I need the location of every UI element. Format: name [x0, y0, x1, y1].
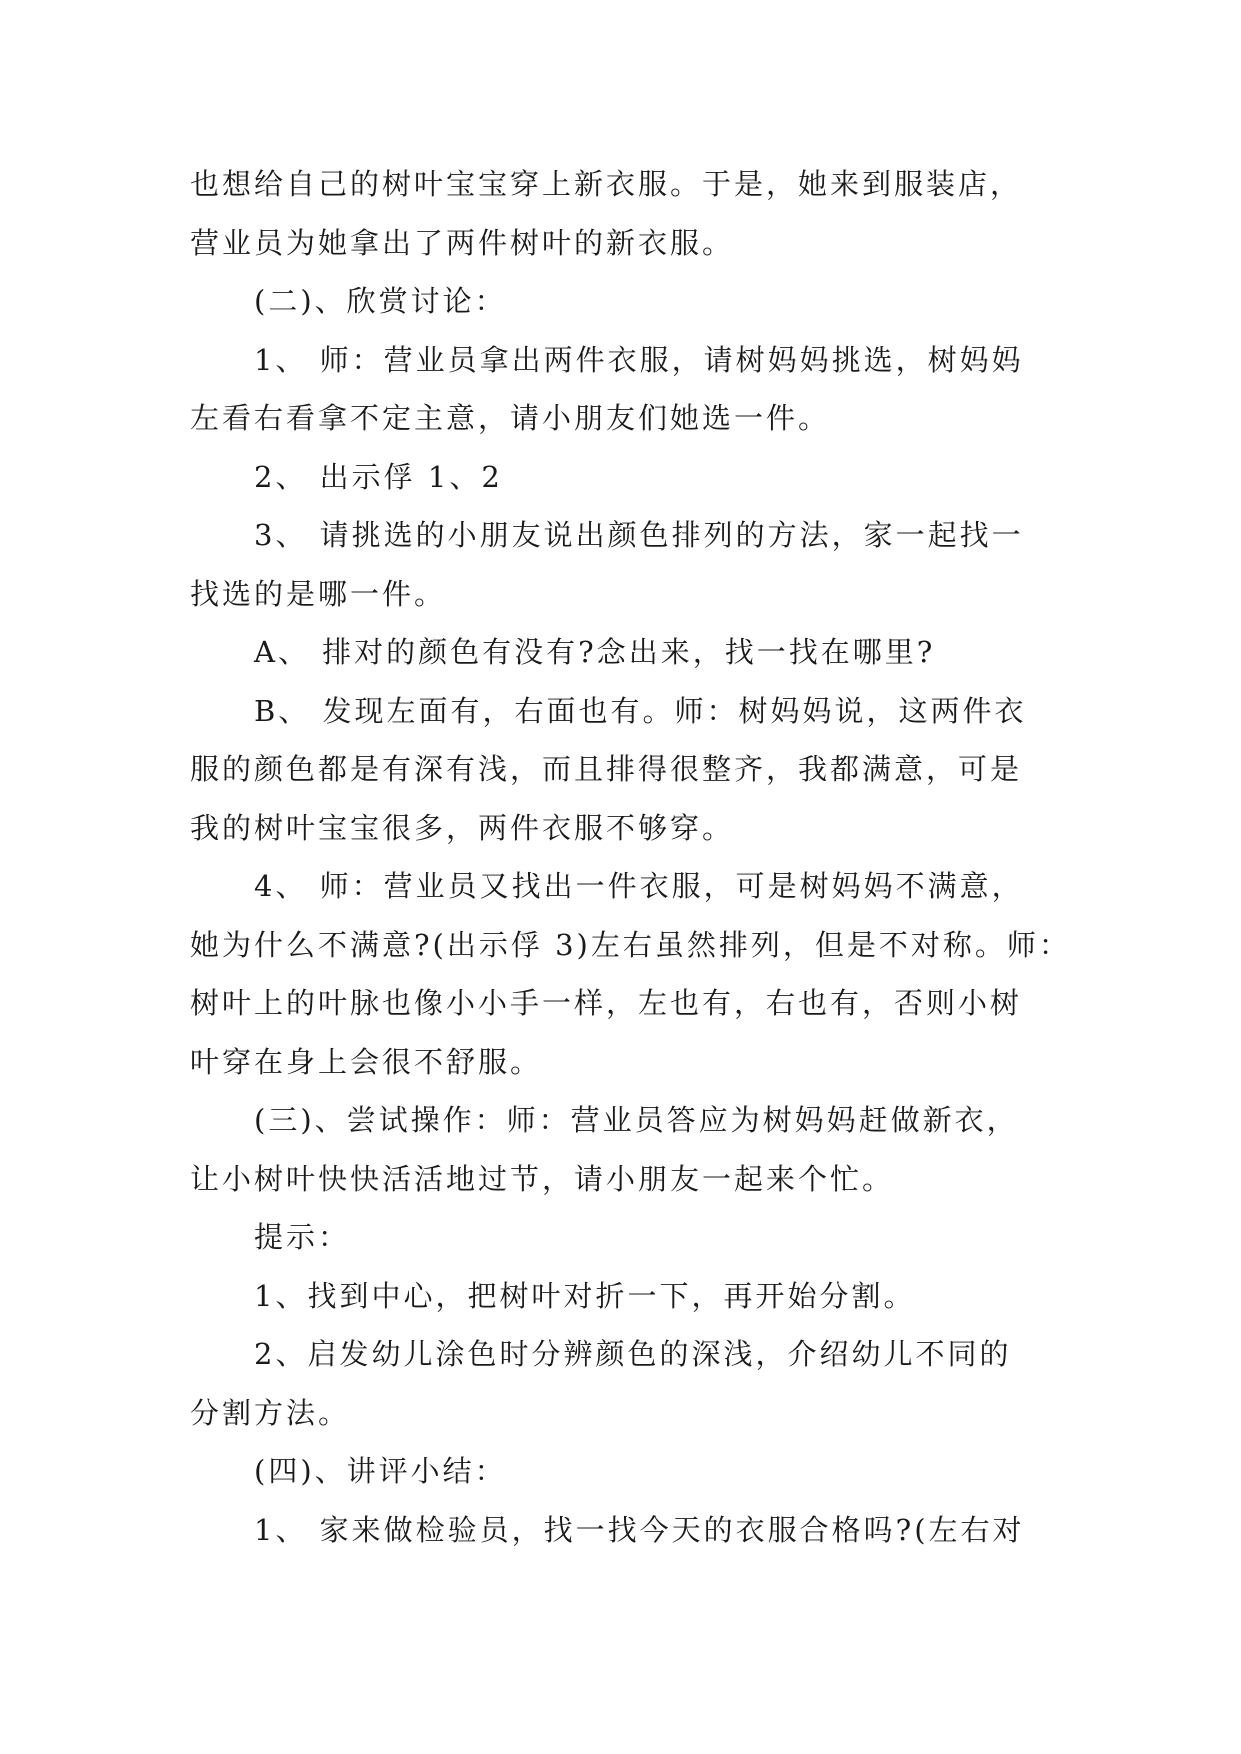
document-line: 3、 请挑选的小朋友说出颜色排列的方法，家一起找一	[254, 518, 1024, 552]
document-line: 她为什么不满意?(出示俘 3)左右虽然排列，但是不对称。师：	[190, 927, 1071, 962]
document-line: 营业员为她拿出了两件树叶的新衣服。	[190, 225, 735, 260]
document-line: 4、 师：营业员又找出一件衣服，可是树妈妈不满意，	[254, 869, 1024, 903]
document-line: 我的树叶宝宝很多，两件衣服不够穿。	[190, 810, 735, 845]
document-line: 也想给自己的树叶宝宝穿上新衣服。于是，她来到服装店，	[190, 167, 1023, 201]
document-line: 让小树叶快快活活地过节，请小朋友一起来个忙。	[190, 1161, 895, 1196]
document-line: 叶穿在身上会很不舒服。	[190, 1044, 543, 1079]
document-line: (三)、尝试操作：师：营业员答应为树妈妈赶做新衣，	[254, 1103, 1019, 1137]
document-line: 服的颜色都是有深有浅，而且排得很整齐，我都满意，可是	[190, 752, 1023, 786]
document-line: 树叶上的叶脉也像小小手一样，左也有，右也有，否则小树	[190, 986, 1023, 1020]
document-line: 1、 师：营业员拿出两件衣服，请树妈妈挑选，树妈妈	[254, 342, 1024, 377]
document-body	[190, 155, 1071, 1559]
document-line: 提示：	[254, 1220, 351, 1254]
document-line: 2、 出示俘 1、2	[254, 459, 503, 494]
document-line: 左看右看拿不定主意，请小朋友们她选一件。	[190, 401, 831, 435]
document-line: 分割方法。	[190, 1395, 351, 1430]
document-line: (二)、欣赏讨论：	[254, 284, 507, 318]
document-line: 1、找到中心，把树叶对折一下，再开始分割。	[254, 1278, 916, 1313]
document-line: 找选的是哪一件。	[190, 576, 447, 611]
document-line: A、 排对的颜色有没有?念出来，找一找在哪里?	[254, 635, 936, 669]
document-line: 1、 家来做检验员，找一找今天的衣服合格吗?(左右对	[254, 1512, 1025, 1547]
document-line: 2、启发幼儿涂色时分辨颜色的深浅，介绍幼儿不同的	[254, 1337, 1012, 1371]
document-line: (四)、讲评小结：	[254, 1454, 507, 1488]
document-line: B、 发现左面有，右面也有。师：树妈妈说，这两件衣	[254, 693, 1027, 728]
